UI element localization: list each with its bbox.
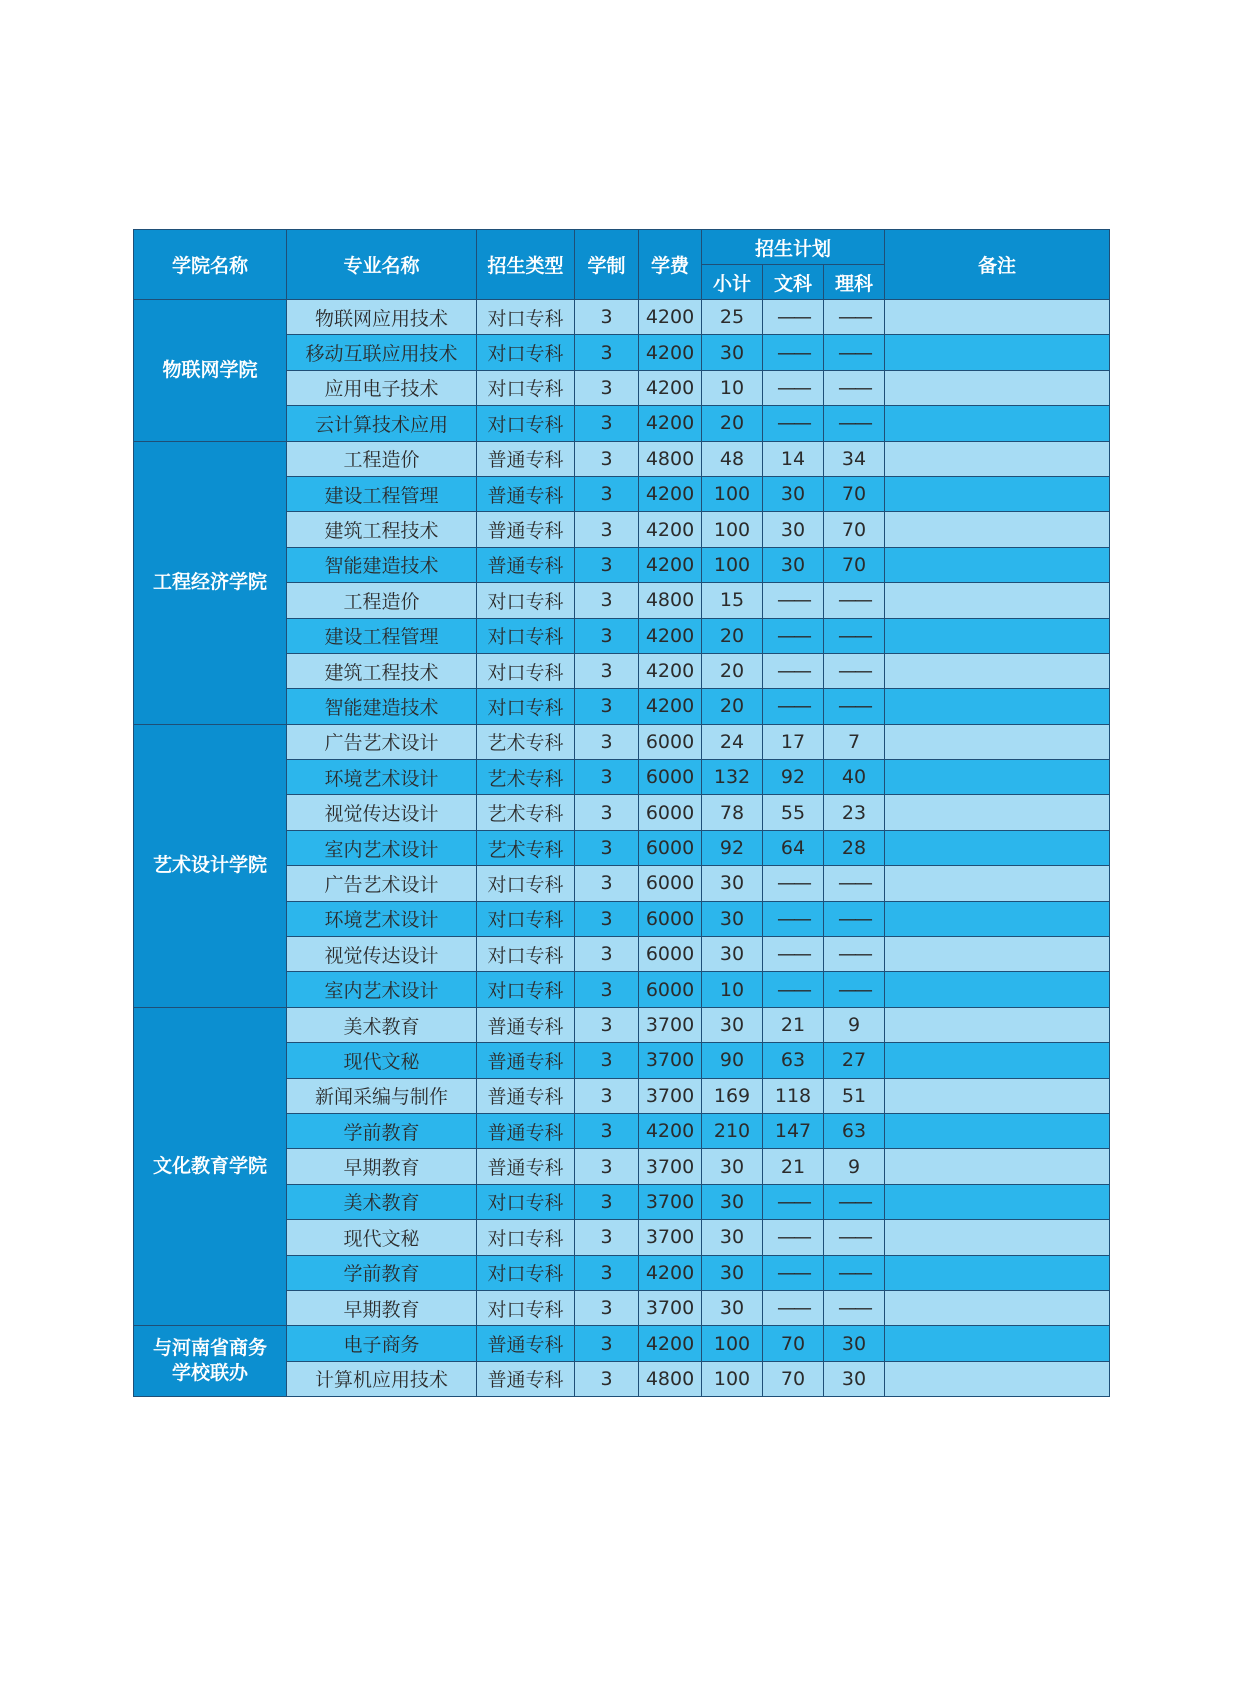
major-cell: 工程造价 [287,441,477,476]
type-cell: 对口专科 [477,866,575,901]
type-cell: 普通专科 [477,441,575,476]
arts-cell: —— [763,689,824,724]
science-cell: 40 [824,760,885,795]
arts-cell: 70 [763,1361,824,1396]
major-cell: 电子商务 [287,1326,477,1361]
header-plan: 招生计划 [702,230,885,265]
fee-cell: 3700 [639,1220,702,1255]
subtotal-cell: 92 [702,830,763,865]
science-cell: —— [824,406,885,441]
table-row [134,300,1110,335]
fee-cell: 4200 [639,547,702,582]
arts-cell: —— [763,653,824,688]
remarks-cell [885,1184,1110,1219]
fee-cell: 4200 [639,370,702,405]
science-cell: —— [824,689,885,724]
science-cell: —— [824,972,885,1007]
years-cell: 3 [575,1290,639,1325]
type-cell: 对口专科 [477,406,575,441]
type-cell: 对口专科 [477,1290,575,1325]
remarks-cell [885,618,1110,653]
college-name-cell: 工程经济学院 [134,441,287,724]
years-cell: 3 [575,1078,639,1113]
type-cell: 对口专科 [477,583,575,618]
remarks-cell [885,972,1110,1007]
subtotal-cell: 10 [702,370,763,405]
arts-cell: —— [763,618,824,653]
type-cell: 对口专科 [477,335,575,370]
years-cell: 3 [575,476,639,511]
remarks-cell [885,866,1110,901]
type-cell: 艺术专科 [477,795,575,830]
years-cell: 3 [575,1184,639,1219]
science-cell: —— [824,1290,885,1325]
fee-cell: 4200 [639,476,702,511]
science-cell: —— [824,937,885,972]
science-cell: 23 [824,795,885,830]
arts-cell: —— [763,1184,824,1219]
science-cell: 27 [824,1043,885,1078]
remarks-cell [885,1043,1110,1078]
subtotal-cell: 24 [702,724,763,759]
fee-cell: 6000 [639,760,702,795]
fee-cell: 3700 [639,1290,702,1325]
remarks-cell [885,370,1110,405]
years-cell: 3 [575,972,639,1007]
science-cell: 70 [824,512,885,547]
major-cell: 应用电子技术 [287,370,477,405]
type-cell: 普通专科 [477,1326,575,1361]
type-cell: 普通专科 [477,1007,575,1042]
remarks-cell [885,1220,1110,1255]
table-body [134,300,1110,1397]
type-cell: 对口专科 [477,618,575,653]
type-cell: 普通专科 [477,1078,575,1113]
fee-cell: 4200 [639,335,702,370]
subtotal-cell: 30 [702,1290,763,1325]
major-cell: 早期教育 [287,1290,477,1325]
major-cell: 建筑工程技术 [287,512,477,547]
arts-cell: —— [763,300,824,335]
arts-cell: 14 [763,441,824,476]
fee-cell: 4200 [639,618,702,653]
fee-cell: 4800 [639,441,702,476]
fee-cell: 6000 [639,830,702,865]
science-cell: —— [824,370,885,405]
subtotal-cell: 30 [702,937,763,972]
fee-cell: 4200 [639,1255,702,1290]
fee-cell: 6000 [639,795,702,830]
arts-cell: 118 [763,1078,824,1113]
arts-cell: 30 [763,512,824,547]
science-cell: 28 [824,830,885,865]
remarks-cell [885,1149,1110,1184]
arts-cell: —— [763,1255,824,1290]
fee-cell: 4200 [639,1326,702,1361]
years-cell: 3 [575,1326,639,1361]
type-cell: 普通专科 [477,476,575,511]
remarks-cell [885,1113,1110,1148]
type-cell: 普通专科 [477,512,575,547]
years-cell: 3 [575,1113,639,1148]
remarks-cell [885,1361,1110,1396]
subtotal-cell: 30 [702,1220,763,1255]
major-cell: 工程造价 [287,583,477,618]
years-cell: 3 [575,1149,639,1184]
major-cell: 建筑工程技术 [287,653,477,688]
subtotal-cell: 48 [702,441,763,476]
table-row [134,441,1110,476]
fee-cell: 4200 [639,1113,702,1148]
science-cell: —— [824,866,885,901]
subtotal-cell: 30 [702,1255,763,1290]
science-cell: —— [824,1255,885,1290]
years-cell: 3 [575,795,639,830]
remarks-cell [885,1255,1110,1290]
remarks-cell [885,441,1110,476]
science-cell: —— [824,1220,885,1255]
subtotal-cell: 30 [702,1149,763,1184]
major-cell: 智能建造技术 [287,547,477,582]
years-cell: 3 [575,370,639,405]
arts-cell: 21 [763,1007,824,1042]
header-science: 理科 [824,265,885,300]
type-cell: 普通专科 [477,1113,575,1148]
subtotal-cell: 132 [702,760,763,795]
subtotal-cell: 30 [702,866,763,901]
major-cell: 建设工程管理 [287,476,477,511]
table-header [134,230,1110,300]
major-cell: 室内艺术设计 [287,972,477,1007]
science-cell: 9 [824,1007,885,1042]
fee-cell: 4200 [639,653,702,688]
remarks-cell [885,1326,1110,1361]
major-cell: 视觉传达设计 [287,937,477,972]
years-cell: 3 [575,937,639,972]
subtotal-cell: 30 [702,1184,763,1219]
fee-cell: 4800 [639,1361,702,1396]
arts-cell: —— [763,370,824,405]
fee-cell: 4200 [639,512,702,547]
science-cell: —— [824,901,885,936]
years-cell: 3 [575,1255,639,1290]
subtotal-cell: 20 [702,618,763,653]
science-cell: —— [824,1184,885,1219]
science-cell: 9 [824,1149,885,1184]
science-cell: —— [824,300,885,335]
fee-cell: 3700 [639,1149,702,1184]
science-cell: —— [824,335,885,370]
type-cell: 对口专科 [477,1255,575,1290]
college-name-cell: 文化教育学院 [134,1007,287,1326]
subtotal-cell: 20 [702,406,763,441]
arts-cell: —— [763,937,824,972]
table-row [134,1007,1110,1042]
years-cell: 3 [575,901,639,936]
years-cell: 3 [575,653,639,688]
years-cell: 3 [575,300,639,335]
remarks-cell [885,760,1110,795]
type-cell: 对口专科 [477,653,575,688]
arts-cell: —— [763,866,824,901]
table-row [134,724,1110,759]
arts-cell: —— [763,1290,824,1325]
years-cell: 3 [575,441,639,476]
years-cell: 3 [575,512,639,547]
subtotal-cell: 30 [702,1007,763,1042]
remarks-cell [885,1078,1110,1113]
years-cell: 3 [575,618,639,653]
subtotal-cell: 20 [702,653,763,688]
years-cell: 3 [575,866,639,901]
years-cell: 3 [575,1043,639,1078]
type-cell: 对口专科 [477,1184,575,1219]
subtotal-cell: 15 [702,583,763,618]
remarks-cell [885,335,1110,370]
header-fee: 学费 [639,230,702,300]
major-cell: 学前教育 [287,1255,477,1290]
major-cell: 视觉传达设计 [287,795,477,830]
table-row [134,1326,1110,1361]
remarks-cell [885,406,1110,441]
science-cell: 70 [824,476,885,511]
type-cell: 普通专科 [477,1361,575,1396]
major-cell: 室内艺术设计 [287,830,477,865]
years-cell: 3 [575,583,639,618]
science-cell: —— [824,618,885,653]
type-cell: 艺术专科 [477,830,575,865]
subtotal-cell: 169 [702,1078,763,1113]
remarks-cell [885,937,1110,972]
years-cell: 3 [575,689,639,724]
arts-cell: —— [763,335,824,370]
arts-cell: 55 [763,795,824,830]
major-cell: 美术教育 [287,1007,477,1042]
type-cell: 对口专科 [477,972,575,1007]
remarks-cell [885,653,1110,688]
fee-cell: 4200 [639,689,702,724]
major-cell: 环境艺术设计 [287,760,477,795]
major-cell: 美术教育 [287,1184,477,1219]
fee-cell: 4800 [639,583,702,618]
subtotal-cell: 90 [702,1043,763,1078]
subtotal-cell: 100 [702,476,763,511]
fee-cell: 4200 [639,300,702,335]
science-cell: —— [824,583,885,618]
type-cell: 对口专科 [477,1220,575,1255]
remarks-cell [885,547,1110,582]
fee-cell: 6000 [639,901,702,936]
type-cell: 对口专科 [477,300,575,335]
fee-cell: 6000 [639,937,702,972]
type-cell: 对口专科 [477,370,575,405]
remarks-cell [885,300,1110,335]
arts-cell: 70 [763,1326,824,1361]
type-cell: 对口专科 [477,901,575,936]
arts-cell: 63 [763,1043,824,1078]
remarks-cell [885,583,1110,618]
years-cell: 3 [575,724,639,759]
subtotal-cell: 210 [702,1113,763,1148]
type-cell: 对口专科 [477,689,575,724]
arts-cell: 17 [763,724,824,759]
fee-cell: 3700 [639,1078,702,1113]
arts-cell: 147 [763,1113,824,1148]
years-cell: 3 [575,1007,639,1042]
major-cell: 建设工程管理 [287,618,477,653]
remarks-cell [885,1007,1110,1042]
major-cell: 广告艺术设计 [287,866,477,901]
remarks-cell [885,1290,1110,1325]
subtotal-cell: 78 [702,795,763,830]
years-cell: 3 [575,1220,639,1255]
arts-cell: —— [763,583,824,618]
major-cell: 云计算技术应用 [287,406,477,441]
major-cell: 新闻采编与制作 [287,1078,477,1113]
subtotal-cell: 10 [702,972,763,1007]
header-arts: 文科 [763,265,824,300]
science-cell: 34 [824,441,885,476]
science-cell: 30 [824,1361,885,1396]
major-cell: 广告艺术设计 [287,724,477,759]
major-cell: 计算机应用技术 [287,1361,477,1396]
college-name-cell: 与河南省商务学校联办 [134,1326,287,1397]
header-remarks: 备注 [885,230,1110,300]
college-name-cell: 艺术设计学院 [134,724,287,1007]
years-cell: 3 [575,547,639,582]
science-cell: 63 [824,1113,885,1148]
remarks-cell [885,830,1110,865]
arts-cell: 21 [763,1149,824,1184]
subtotal-cell: 30 [702,901,763,936]
remarks-cell [885,795,1110,830]
type-cell: 普通专科 [477,1043,575,1078]
science-cell: 7 [824,724,885,759]
remarks-cell [885,512,1110,547]
arts-cell: 64 [763,830,824,865]
fee-cell: 3700 [639,1184,702,1219]
arts-cell: 30 [763,547,824,582]
major-cell: 移动互联应用技术 [287,335,477,370]
header-years: 学制 [575,230,639,300]
college-name-cell: 物联网学院 [134,300,287,442]
arts-cell: —— [763,901,824,936]
subtotal-cell: 100 [702,1361,763,1396]
arts-cell: —— [763,972,824,1007]
type-cell: 普通专科 [477,547,575,582]
major-cell: 现代文秘 [287,1220,477,1255]
fee-cell: 3700 [639,1007,702,1042]
science-cell: 30 [824,1326,885,1361]
arts-cell: 92 [763,760,824,795]
years-cell: 3 [575,1361,639,1396]
arts-cell: 30 [763,476,824,511]
remarks-cell [885,724,1110,759]
type-cell: 艺术专科 [477,724,575,759]
subtotal-cell: 25 [702,300,763,335]
major-cell: 学前教育 [287,1113,477,1148]
science-cell: 70 [824,547,885,582]
science-cell: —— [824,653,885,688]
subtotal-cell: 100 [702,1326,763,1361]
years-cell: 3 [575,335,639,370]
fee-cell: 3700 [639,1043,702,1078]
header-subtotal: 小计 [702,265,763,300]
fee-cell: 4200 [639,406,702,441]
arts-cell: —— [763,1220,824,1255]
header-major: 专业名称 [287,230,477,300]
remarks-cell [885,689,1110,724]
years-cell: 3 [575,830,639,865]
fee-cell: 6000 [639,724,702,759]
header-type: 招生类型 [477,230,575,300]
type-cell: 艺术专科 [477,760,575,795]
major-cell: 早期教育 [287,1149,477,1184]
fee-cell: 6000 [639,972,702,1007]
major-cell: 智能建造技术 [287,689,477,724]
enrollment-plan-table [133,229,1110,1397]
arts-cell: —— [763,406,824,441]
major-cell: 现代文秘 [287,1043,477,1078]
fee-cell: 6000 [639,866,702,901]
major-cell: 物联网应用技术 [287,300,477,335]
subtotal-cell: 100 [702,547,763,582]
subtotal-cell: 30 [702,335,763,370]
science-cell: 51 [824,1078,885,1113]
subtotal-cell: 20 [702,689,763,724]
remarks-cell [885,901,1110,936]
subtotal-cell: 100 [702,512,763,547]
type-cell: 对口专科 [477,937,575,972]
years-cell: 3 [575,406,639,441]
years-cell: 3 [575,760,639,795]
header-college: 学院名称 [134,230,287,300]
remarks-cell [885,476,1110,511]
type-cell: 普通专科 [477,1149,575,1184]
major-cell: 环境艺术设计 [287,901,477,936]
